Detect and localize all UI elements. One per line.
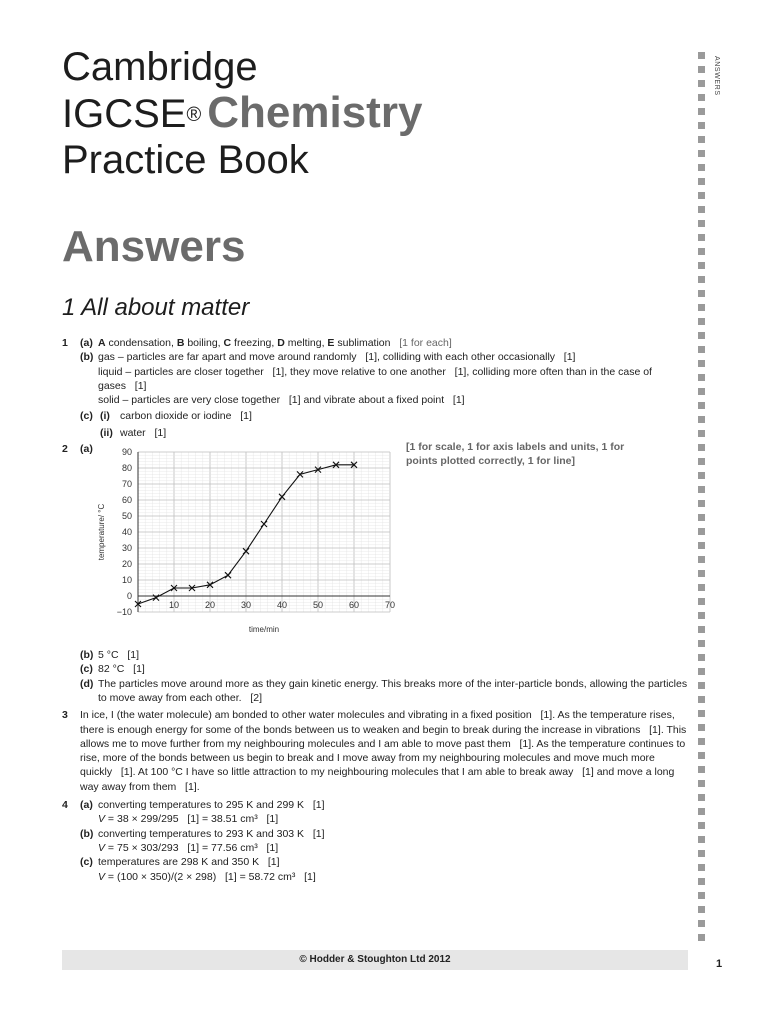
side-square [698, 794, 705, 801]
part-label: (a) [80, 799, 93, 812]
y-tick-label: −10 [116, 607, 132, 617]
side-square [698, 136, 705, 143]
side-square [698, 416, 705, 423]
part-label: (c) [80, 410, 93, 423]
y-tick-label: 90 [121, 447, 132, 457]
data-point-marker [225, 572, 231, 578]
subpart-label: (i) [100, 410, 110, 423]
y-tick-label: 80 [121, 463, 132, 473]
q1b-line3: solid – particles are very close together [1] and vibrate about a fixed point [1] [98, 394, 465, 407]
side-square [698, 458, 705, 465]
part-label: (b) [80, 827, 94, 840]
question-2d: (d) The particles move around more as they gain kinetic energy. This breaks more of the inter-particle bonds, allowing the particles to move away from each other. [2] [80, 677, 688, 704]
title-line-2: IGCSE® Chemistry [62, 88, 423, 137]
side-square [698, 234, 705, 241]
side-square [698, 738, 705, 745]
chapter-heading: 1 All about matter [62, 294, 250, 321]
question-2c: (c) 82 °C [1] [80, 663, 145, 676]
side-square [698, 668, 705, 675]
side-square [698, 570, 705, 577]
title-line-1: Cambridge [62, 45, 258, 89]
x-tick-label: 70 [384, 600, 396, 610]
side-square [698, 780, 705, 787]
side-square [698, 906, 705, 913]
question-4a: 4 (a) converting temperatures to 295 K and 299 K [1] V = 38 × 299/295 [1] = 38.51 cm³ [1] [62, 799, 325, 826]
side-square [698, 822, 705, 829]
side-square [698, 486, 705, 493]
side-square [698, 262, 705, 269]
y-tick-label: 30 [121, 543, 132, 553]
side-square [698, 276, 705, 283]
question-number: 1 [62, 337, 68, 349]
title-line-3: Practice Book [62, 138, 309, 182]
side-square [698, 94, 705, 101]
y-tick-label: 0 [126, 591, 132, 601]
side-square [698, 430, 705, 437]
side-square [698, 864, 705, 871]
side-square [698, 178, 705, 185]
side-square [698, 612, 705, 619]
question-1c [62, 409, 692, 423]
side-square [698, 150, 705, 157]
x-tick-label: 10 [168, 600, 180, 610]
q1b-line2: liquid – particles are closer together [1], they move relative to one another [1], colliding more often than in the case of gases [1] [98, 365, 652, 392]
side-square [698, 304, 705, 311]
part-label: (c) [80, 856, 93, 869]
footer-copyright: © Hodder & Stoughton Ltd 2012 [62, 950, 688, 970]
question-number: 3 [62, 709, 68, 722]
side-square [698, 696, 705, 703]
subpart-label: (ii) [100, 426, 113, 439]
side-square [698, 752, 705, 759]
title-chemistry: Chemistry [207, 88, 423, 137]
x-tick-label: 40 [276, 600, 288, 610]
side-square [698, 654, 705, 661]
part-label: (c) [80, 663, 93, 676]
side-square [698, 528, 705, 535]
part-label: (b) [80, 351, 94, 364]
question-4c: (c) temperatures are 298 K and 350 K [1] V = (100 × 350)/(2 × 298) [1] = 58.72 cm³ [1] [80, 856, 316, 883]
question-3: 3 In ice, I (the water molecule) am bonded to other water molecules and vibrating in a fixed position [1]. As the temperature rises, there is enough energy for some of the bonds between us to weaken and begin to break during the increase in vibrations [1]. This allows me to move further from my neighbouring molecules and I am able to move past them [1]. As the temperature continues to rise, more of the bonds between us begin to break and I move away from my neighbouring molecules and move much more quickly [1]. At 100 °C I have so little attraction to my neighbouring molecules that I am able to break away [1] and move a long way away from them [1]. [62, 709, 687, 793]
page-number: 1 [716, 958, 723, 970]
side-square [698, 878, 705, 885]
y-tick-label: 50 [121, 511, 132, 521]
side-square [698, 444, 705, 451]
side-square [698, 598, 705, 605]
side-square [698, 122, 705, 129]
side-square [698, 920, 705, 927]
question-number: 4 [62, 799, 68, 812]
part-label: (b) [80, 649, 94, 662]
answers-heading: Answers [62, 222, 246, 271]
q1c-i: carbon dioxide or iodine [1] [120, 410, 252, 423]
side-square [698, 248, 705, 255]
side-square [698, 318, 705, 325]
x-tick-label: 50 [312, 600, 324, 610]
q1b-line1: gas – particles are far apart and move around randomly [1], colliding with each other occasionally [1] [98, 351, 576, 364]
side-square [698, 836, 705, 843]
side-square [698, 766, 705, 773]
side-square [698, 626, 705, 633]
question-2b: (b) 5 °C [1] [80, 649, 139, 662]
side-square [698, 402, 705, 409]
part-label: (a) [80, 337, 93, 349]
y-axis-label: temperature/ °C [97, 503, 106, 561]
side-square [698, 164, 705, 171]
q1c-ii: water [1] [120, 426, 167, 439]
x-tick-label: 20 [204, 600, 216, 610]
question-1 [62, 336, 692, 350]
side-square [698, 850, 705, 857]
q1a-text: A condensation, B boiling, C freezing, D melting, E sublimation [1 for each] [98, 337, 452, 349]
question-1c-ii [62, 426, 692, 440]
question-1b [62, 350, 692, 407]
side-square [698, 108, 705, 115]
x-tick-label: 30 [240, 600, 252, 610]
side-square [698, 472, 705, 479]
data-point-marker [261, 521, 267, 527]
question-4b: (b) converting temperatures to 293 K and 303 K [1] V = 75 × 303/293 [1] = 77.56 cm³ [1] [80, 827, 325, 854]
side-square [698, 80, 705, 87]
side-square [698, 500, 705, 507]
side-square-strip [698, 52, 706, 948]
mark: [1 for each] [399, 337, 452, 349]
part-label: (d) [80, 677, 94, 690]
heating-curve-chart [90, 440, 410, 640]
book-title [62, 44, 422, 183]
y-tick-label: 70 [121, 479, 132, 489]
x-tick-label: 60 [348, 600, 360, 610]
y-tick-label: 40 [121, 527, 132, 537]
side-square [698, 66, 705, 73]
y-tick-label: 10 [121, 575, 132, 585]
part-label: (a) [80, 443, 93, 456]
side-square [698, 374, 705, 381]
side-square [698, 220, 705, 227]
side-square [698, 892, 705, 899]
side-square [698, 584, 705, 591]
side-square [698, 682, 705, 689]
side-square [698, 52, 705, 59]
chart-marks-note: [1 for scale, 1 for axis labels and units, 1 for points plotted correctly, 1 for line] [406, 441, 625, 468]
x-axis-label: time/min [248, 625, 280, 634]
side-square [698, 710, 705, 717]
question-number: 2 [62, 443, 68, 456]
side-square [698, 640, 705, 647]
y-tick-label: 60 [121, 495, 132, 505]
side-square [698, 556, 705, 563]
side-square [698, 934, 705, 941]
heating-curve-svg [90, 440, 410, 640]
side-square [698, 290, 705, 297]
side-square [698, 724, 705, 731]
side-square [698, 206, 705, 213]
y-tick-label: 20 [121, 559, 132, 569]
side-square [698, 388, 705, 395]
side-square [698, 808, 705, 815]
side-square [698, 192, 705, 199]
side-square [698, 332, 705, 339]
side-square [698, 360, 705, 367]
side-square [698, 346, 705, 353]
side-square [698, 542, 705, 549]
side-square [698, 514, 705, 521]
side-label: ANSWERS [713, 56, 720, 96]
